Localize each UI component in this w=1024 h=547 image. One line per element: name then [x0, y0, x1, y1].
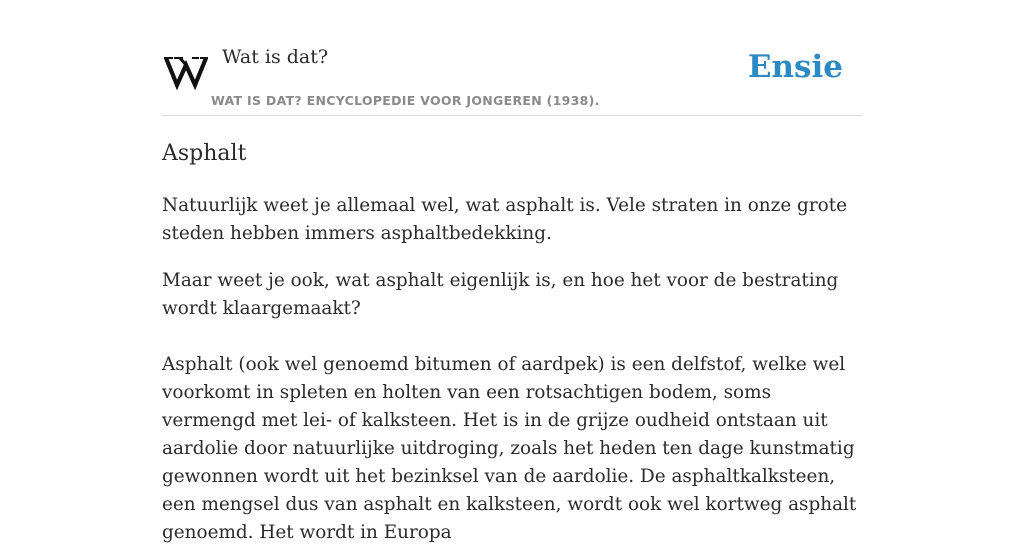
article-paragraph-3: Asphalt (ook wel genoemd bitumen of aardpek) is een delfstof, welke wel voorkomt in spleten en holten van een rotsachtigen bodem, soms vermengd met lei- of kalksteen. Het is in de grijze oudheid ontstaan uit aardolie door natuurlijke uitdroging, zoals het heden ten dage kunstmatig gewonnen wordt uit het bezinksel van de aardolie. De asphaltkalksteen, een mengsel dus van asphalt en kalksteen, wordt ook wel kortweg asphalt genoemd. Het wordt in Europa [162, 354, 857, 543]
w-serif-logo-icon[interactable] [164, 52, 208, 88]
book-title-link[interactable]: Wat is dat? [222, 46, 329, 68]
article-title: Asphalt [162, 141, 247, 166]
article-paragraph-1: Natuurlijk weet je allemaal wel, wat asphalt is. Vele straten in onze grote steden hebben immers asphaltbedekking. [162, 195, 847, 244]
book-subtitle: WAT IS DAT? ENCYCLOPEDIE VOOR JONGEREN (1938). [211, 93, 600, 108]
article-content [162, 137, 862, 547]
article-paragraph-2: Maar weet je ook, wat asphalt eigenlijk is, en hoe het voor de bestrating wordt klaargemaakt? [162, 270, 839, 319]
site-header [162, 40, 862, 116]
ensie-brand-link[interactable]: Ensie [747, 49, 843, 85]
